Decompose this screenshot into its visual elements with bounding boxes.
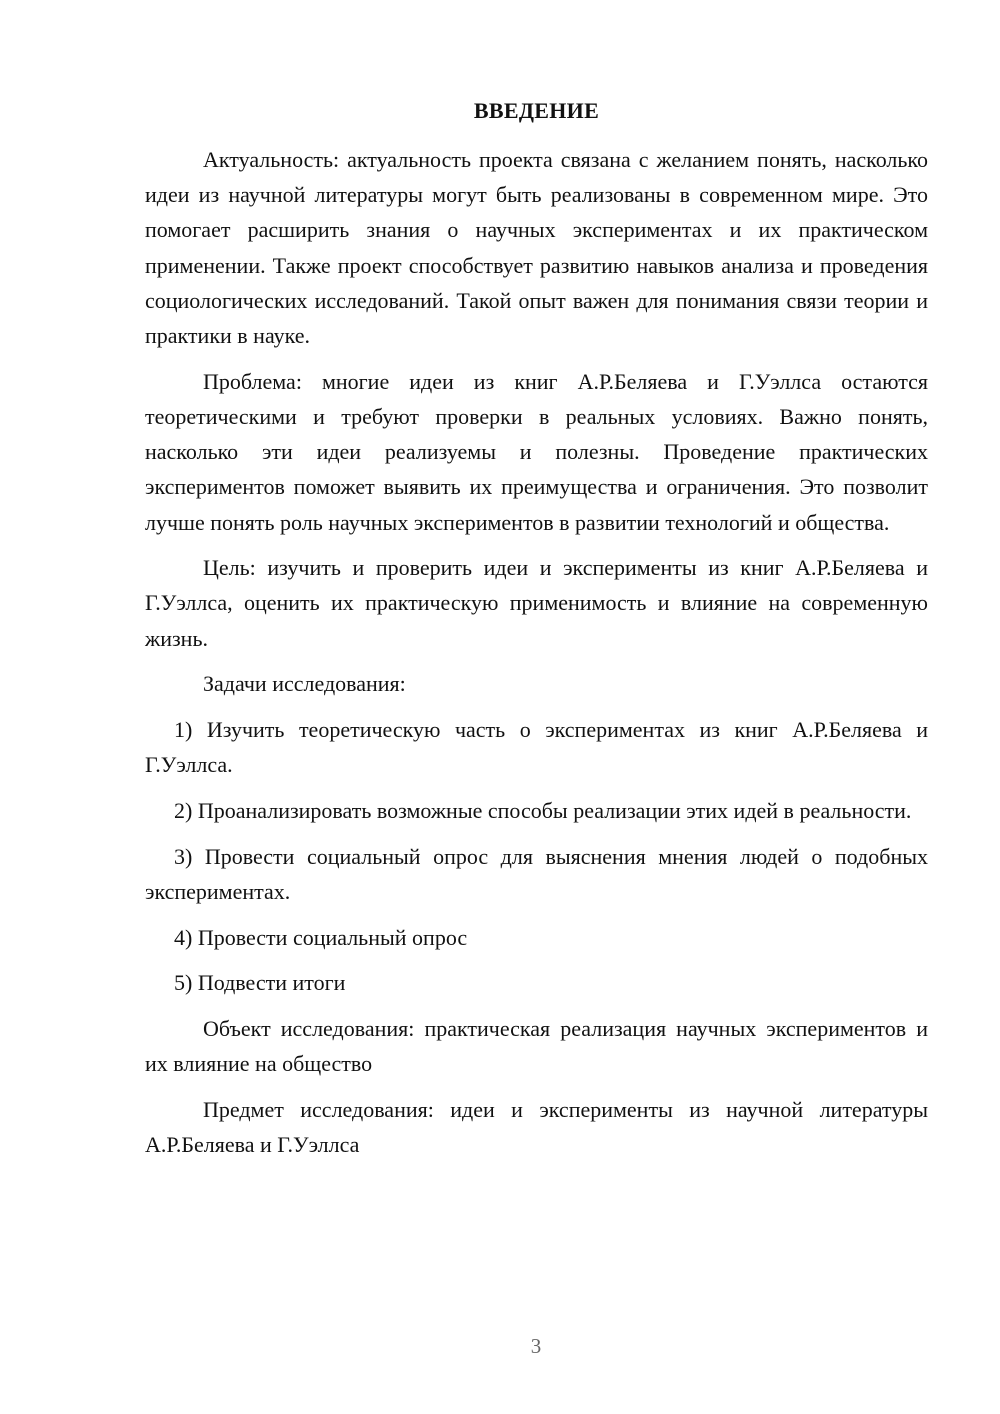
subject-paragraph: Предмет исследования: идеи и эксперименты из научной литературы А.Р.Беляева и Г.Уэллса [145,1096,928,1158]
page-title: ВВЕДЕНИЕ [473,98,600,123]
tasks-heading: Задачи исследования: [203,671,406,697]
task-item-5: 5) Подвести итоги [174,970,346,996]
task-item-3: 3) Провести социальный опрос для выяснения мнения людей о подобных экспериментах. [145,843,928,904]
object-paragraph: Объект исследования: практическая реализация научных экспериментов и их влияние на общество [145,1015,928,1077]
goal-paragraph: Цель: изучить и проверить идеи и эксперименты из книг А.Р.Беляева и Г.Уэллса, оценить их практическую применимость и влияние на современную жизнь. [145,555,928,651]
relevance-paragraph: Актуальность: актуальность проекта связана с желанием понять, насколько идеи из научной литературы могут быть реализованы в современном мире. Это помогает расширить знания о научных экспериментах и их практическом применении. Также проект способствует развитию навыков анализа и проведения социологических исследований. Такой опыт важен для понимания связи теории и практики в науке. [145,147,928,349]
page-number: 3 [530,1334,542,1358]
task-item-4: 4) Провести социальный опрос [174,924,468,950]
task-item-2: 2) Проанализировать возможные способы реализации этих идей в реальности. [174,797,912,823]
document-body [145,142,928,1173]
problem-paragraph: Проблема: многие идеи из книг А.Р.Беляева и Г.Уэллса остаются теоретическими и требуют проверки в реальных условиях. Важно понять, насколько эти идеи реализуемы и полезны. Проведение практических экспериментов поможет выявить их преимущества и ограничения. Это позволит лучше понять роль научных экспериментов в развитии технологий и общества. [145,368,928,535]
task-item-1: 1) Изучить теоретическую часть о экспериментах из книг А.Р.Беляева и Г.Уэллса. [145,717,928,778]
